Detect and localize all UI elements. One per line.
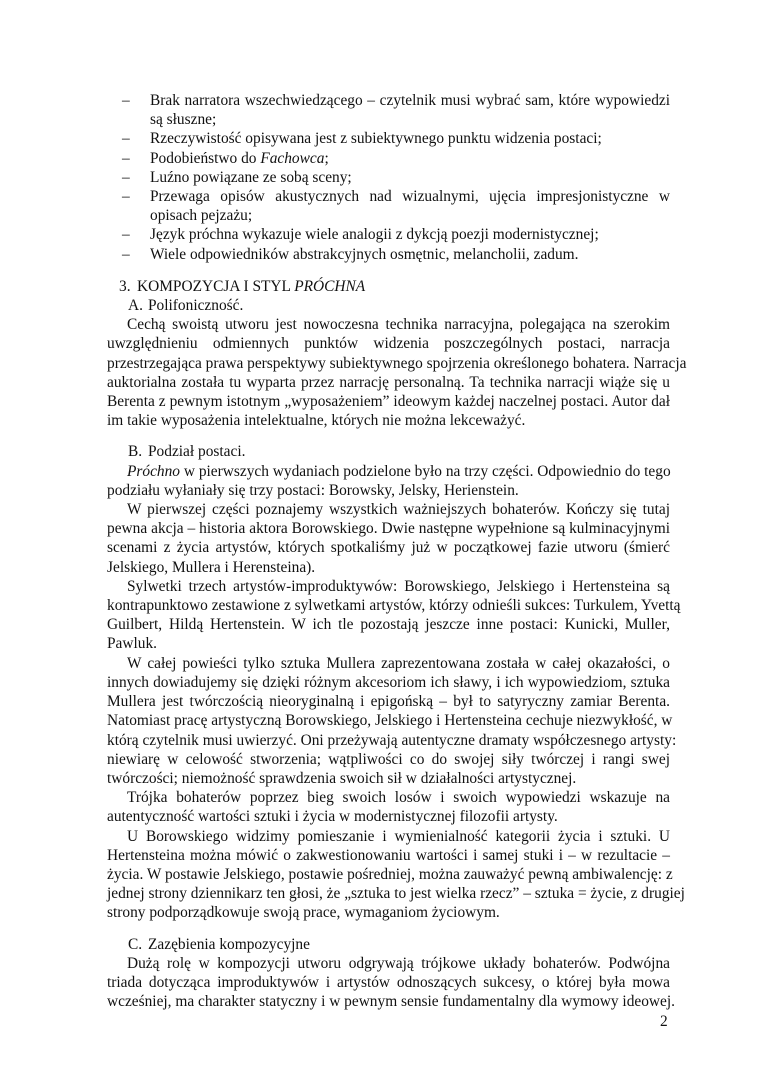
paragraph-line: Trójka bohaterów poprzez bieg swoich losów i swoich wypowiedzi wskazuje na <box>127 789 670 807</box>
paragraph-line: scenami z życia artystów, których spotkaliśmy już w początkowej fazie utworu (śmierć <box>107 539 670 557</box>
paragraph-line: Hertensteina można mówić o zakwestionowaniu wartości i samej stuki i – w rezultacie – <box>107 846 670 864</box>
section-title: KOMPOZYCJA I STYL <box>137 277 295 295</box>
paragraph-line: Próchno w pierwszych wydaniach podzielone było na trzy części. Odpowiednio do tego <box>127 462 671 480</box>
paragraph-line: Guilbert, Hildą Hertenstein. W ich tle pozostają jeszcze inne postaci: Kunicki, Muller, <box>107 616 670 634</box>
paragraph-line: innych dowiadujemy się dzięki różnym akcesoriom ich sławy, i ich wypowiedziom, sztuka <box>107 673 670 691</box>
bullet-list <box>107 91 670 264</box>
paragraph-line: pewna akcja – historia aktora Borowskiego. Dwie następne wypełnione są kulminacyjnymi <box>107 520 670 538</box>
subsection-title: Zazębienia kompozycyjne <box>148 935 310 953</box>
subsection-letter: C. <box>128 935 143 953</box>
paragraph-line: którą czytelnik musi uwierzyć. Oni przeżywają autentyczne dramaty współczesnego artysty: <box>107 731 677 749</box>
paragraph-line: W całej powieści tylko sztuka Mullera zaprezentowana została w całej okazałości, o <box>127 654 670 672</box>
paragraph-line: uwzględnieniu odmiennych punktów widzenia poszczególnych postaci, narracja <box>107 335 670 353</box>
subsection-heading <box>107 935 670 954</box>
list-item <box>107 91 670 129</box>
paragraph-line: przestrzegająca prawa perspektywy subiektywnego spojrzenia określonego bohatera. Narracja <box>107 354 687 372</box>
paragraph-line: U Borowskiego widzimy pomieszanie i wymienialność kategorii życia i sztuki. U <box>127 827 670 845</box>
paragraph <box>107 654 677 788</box>
list-item <box>107 168 670 187</box>
dash-bullet-icon: – <box>122 130 130 148</box>
paragraph-line: kontrapunktowo zestawione z sylwetkami artystów, którzy odnieśli sukces: Turkulem, Yvettą <box>107 597 681 615</box>
paragraph-line: wcześniej, ma charakter statyczny i w pewnym sensie fundamentalny dla wymowy ideowej. <box>107 993 675 1011</box>
subsection-heading <box>107 442 670 461</box>
paragraph-line: triada dotycząca improduktywów i artystów odnoszących sukcesy, o której była mowa <box>107 973 670 991</box>
page-number: 2 <box>660 1013 668 1030</box>
section-heading <box>107 277 670 296</box>
list-item-line: opisach pejzażu; <box>150 207 253 225</box>
dash-bullet-icon: – <box>122 168 130 186</box>
list-item <box>107 225 670 244</box>
paragraph-line: niewiarę w celowość stworzenia; wątpliwości co do swojej siły twórczej i rangi swej <box>107 750 670 768</box>
paragraph-line: W pierwszej części poznajemy wszystkich ważniejszych bohaterów. Kończy się tutaj <box>127 501 670 519</box>
paragraph-line: im takie wyposażenia intelektualne, których nie można lekceważyć. <box>107 412 526 430</box>
dash-bullet-icon: – <box>122 245 130 263</box>
paragraph-line: Pawluk. <box>107 635 158 653</box>
paragraph <box>107 827 685 923</box>
section-title-italic: PRÓCHNA <box>294 277 366 295</box>
paragraph <box>107 954 675 1012</box>
list-item <box>107 245 670 264</box>
paragraph <box>107 788 670 826</box>
paragraph-line: strony podporządkowuje swoją prace, wymaganiom życiowym. <box>107 904 500 922</box>
paragraph-line: Cechą swoistą utworu jest nowoczesna technika narracyjna, polegająca na szerokim <box>127 316 670 334</box>
subsection-title: Podział postaci. <box>148 443 246 461</box>
dash-bullet-icon: – <box>122 149 130 167</box>
subsection-heading <box>107 296 670 315</box>
paragraph-line: jednej strony dziennikarz ten głosi, że „sztuka to jest wielka rzecz” – sztuka = życie, z drugiej <box>107 885 685 903</box>
paragraph <box>107 500 670 577</box>
list-item-line: Luźno powiązane ze sobą sceny; <box>150 168 352 186</box>
document-page <box>107 91 687 1011</box>
subsection-title: Polifoniczność. <box>148 297 244 315</box>
paragraph-line: autentyczność wartości sztuki i życia w modernistycznej filozofii artysty. <box>107 808 558 826</box>
dash-bullet-icon: – <box>122 226 130 244</box>
list-item <box>107 149 670 168</box>
list-item <box>107 187 670 225</box>
list-item-line: Rzeczywistość opisywana jest z subiektywnego punktu widzenia postaci; <box>150 130 602 148</box>
list-item-line: Brak narratora wszechwiedzącego – czytelnik musi wybrać sam, które wypowiedzi <box>150 92 670 109</box>
paragraph <box>107 577 681 654</box>
paragraph-line: życia. W postawie Jelskiego, postawie pośredniej, można zauważyć pewną ambiwalencję: z <box>107 865 673 883</box>
paragraph-line: Sylwetki trzech artystów-improduktywów: Borowskiego, Jelskiego i Hertensteina są <box>127 577 670 595</box>
list-item-line: Język próchna wykazuje wiele analogii z dykcją poezji modernistycznej; <box>150 226 599 244</box>
list-item-line: Wiele odpowiedników abstrakcyjnych osmętnic, melancholii, zadum. <box>150 245 579 263</box>
paragraph-line: Jelskiego, Mullera i Herensteina). <box>107 558 316 576</box>
subsection-letter: A. <box>128 297 143 315</box>
list-item <box>107 129 670 148</box>
subsection-letter: B. <box>128 443 143 461</box>
paragraph-line: auktorialna została tu wyparta przez narrację personalną. Ta technika narracji wiąże się u <box>107 373 670 391</box>
paragraph-line: podziału wyłaniały się trzy postaci: Borowsky, Jelsky, Herienstein. <box>107 481 519 499</box>
dash-bullet-icon: – <box>122 92 130 109</box>
list-item-line: są słuszne; <box>150 111 217 129</box>
paragraph-line: Natomiast pracę artystyczną Borowskiego, Jelskiego i Hertensteina cechuje niezwykłość, w <box>107 712 673 730</box>
paragraph <box>107 462 670 500</box>
subsections <box>107 296 687 1011</box>
paragraph-line: Dużą rolę w kompozycji utworu odgrywają trójkowe układy bohaterów. Podwójna <box>127 954 670 972</box>
paragraph-line: twórczości; niemożność sprawdzenia swoich sił w działalności artystycznej. <box>107 769 577 787</box>
paragraph-line: Berenta z pewnym istotnym „wyposażeniem” ideowym każdej naczelnej postaci. Autor dał <box>107 393 670 411</box>
paragraph <box>107 315 687 430</box>
dash-bullet-icon: – <box>122 188 130 206</box>
list-item-line: Podobieństwo do Fachowca; <box>150 149 329 167</box>
list-item-line: Przewaga opisów akustycznych nad wizualnymi, ujęcia impresjonistyczne w <box>150 188 670 206</box>
section-number: 3. <box>119 277 131 295</box>
paragraph-line: Mullera jest twórczością nieoryginalną i epigońską – był to satyryczny zamiar Berenta. <box>107 693 670 711</box>
